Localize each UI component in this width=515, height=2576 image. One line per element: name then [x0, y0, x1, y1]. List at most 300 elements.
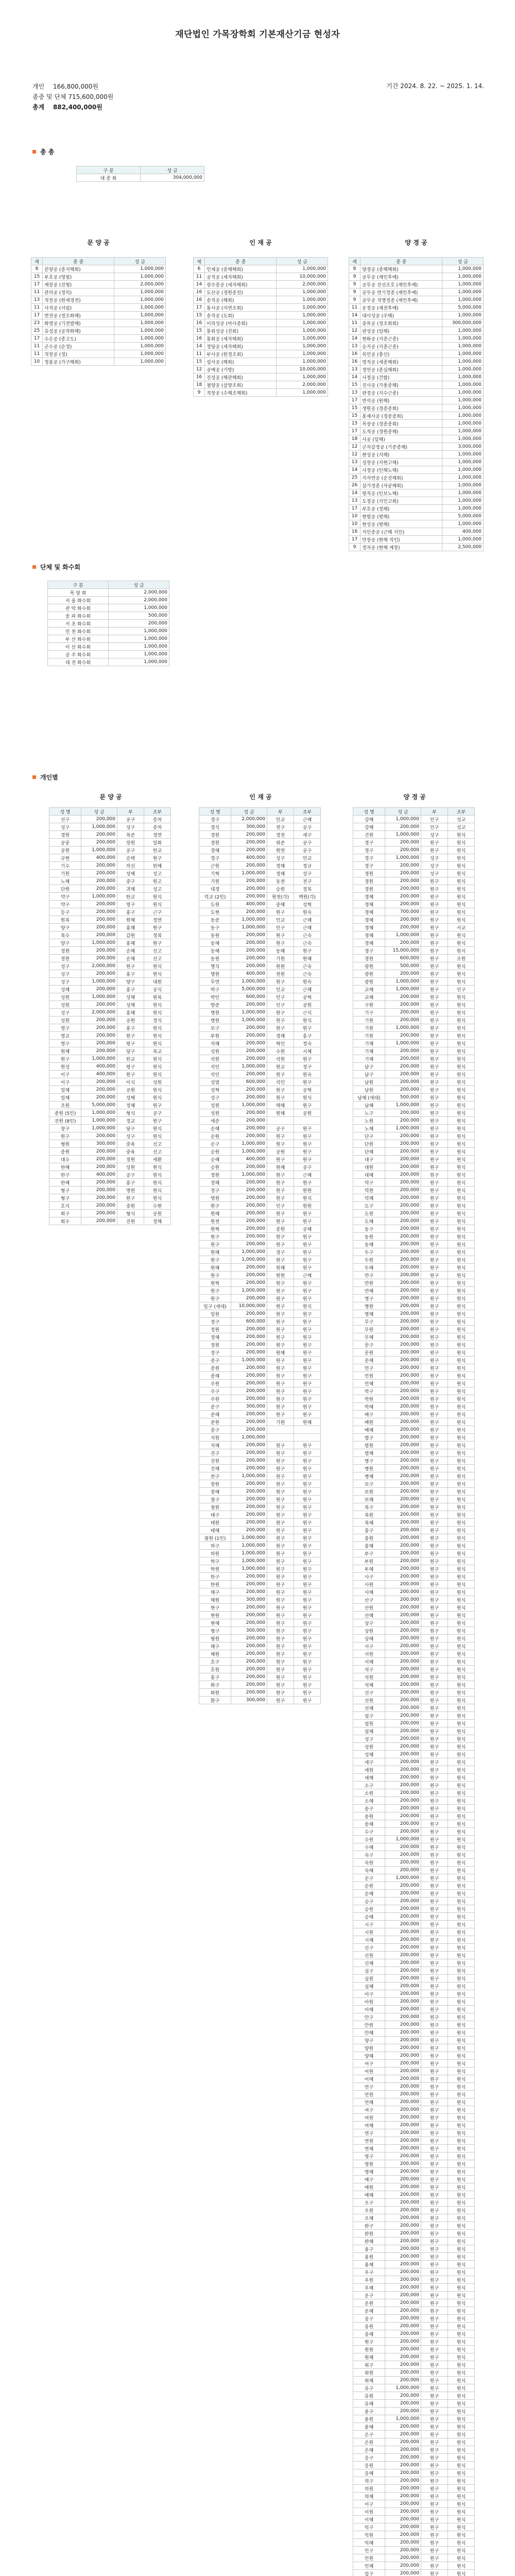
individual-in-table — [199, 807, 321, 1704]
table-cell: 직장공 (원제경전) — [42, 296, 114, 304]
table-cell: 원구 — [421, 1210, 448, 1217]
table-row — [199, 1604, 321, 1612]
table-cell: 원구 — [421, 1287, 448, 1295]
table-cell: 200,000 — [385, 1163, 421, 1171]
table-cell: 만장공 (현해 직인) — [360, 536, 442, 544]
table-cell: 200,000 — [385, 823, 421, 831]
table-cell: 1,000,000 — [385, 1836, 421, 1843]
table-cell: 호원 — [199, 1666, 231, 1673]
table-cell: 200,000 — [385, 2523, 421, 2531]
table-row — [353, 1047, 475, 1055]
table-cell: 9 — [194, 389, 205, 397]
square-bullet-icon — [32, 775, 36, 779]
table-cell: 원구 — [267, 1024, 294, 1032]
table-cell: 원구 — [421, 1078, 448, 1086]
table-row — [353, 1990, 475, 1998]
table-row — [353, 2060, 475, 2067]
table-cell: 배혜 — [353, 1426, 385, 1434]
table-cell: 종원 (5인) — [49, 1109, 81, 1117]
table-cell: 원식 — [448, 2114, 475, 2122]
table-cell: 200,000 — [385, 1503, 421, 1511]
table-cell: 진혜 — [199, 1465, 231, 1472]
table-cell: 14 — [194, 343, 205, 350]
table-row — [31, 343, 166, 350]
table-cell: 200,000 — [385, 1187, 421, 1194]
table-cell: 200,000 — [385, 877, 421, 885]
table-row — [353, 2044, 475, 2052]
table-cell: 경원 — [353, 885, 385, 893]
table-cell: 원식 — [144, 1125, 171, 1132]
table-row — [49, 924, 171, 931]
table-row — [199, 1372, 321, 1380]
table-row — [353, 1032, 475, 1040]
table-cell: 평직공 (인보노해) — [360, 489, 442, 497]
table-cell: 명구 — [353, 1295, 385, 1302]
table-cell: 증차 — [144, 816, 171, 823]
table-cell: 원구 — [421, 1820, 448, 1828]
table-cell: 원구 — [294, 1503, 321, 1511]
column-header: 종 종 — [42, 258, 114, 265]
table-cell: 숙원 — [353, 1859, 385, 1867]
table-cell: 400,000 — [442, 528, 484, 536]
table-cell: 원구 — [267, 1009, 294, 1016]
table-cell: 5,000,000 — [442, 304, 484, 312]
table-cell: 규현 — [49, 854, 81, 862]
table-cell: 원식 — [448, 1511, 475, 1519]
table-cell: 200,000 — [385, 2330, 421, 2338]
table-row — [194, 312, 328, 319]
table-cell: 원식 — [448, 1480, 475, 1488]
table-row — [353, 1009, 475, 1016]
table-cell: 원구 — [421, 2029, 448, 2037]
table-cell: 원식 — [448, 2037, 475, 2044]
table-cell: 200,000 — [385, 2423, 421, 2431]
table-cell: 원구 — [294, 1673, 321, 1681]
table-cell: 1,000,000 — [231, 1101, 267, 1109]
table-row — [199, 1272, 321, 1279]
table-cell: 200,000 — [385, 1078, 421, 1086]
table-cell: 상혜 — [353, 1635, 385, 1642]
table-cell: 원구 — [421, 2438, 448, 2446]
table-cell: 원구 — [294, 1681, 321, 1689]
table-cell: 200,000 — [385, 1557, 421, 1565]
table-cell: 안구 — [353, 2013, 385, 2021]
table-cell: 어혜 — [353, 2075, 385, 2083]
table-cell: 현구 — [199, 1604, 231, 1612]
table-cell: 경혜 — [353, 931, 385, 939]
table-cell: 원구 — [421, 2091, 448, 2098]
table-cell: 200,000 — [385, 1272, 421, 1279]
table-row — [194, 343, 328, 350]
table-cell: 17 — [349, 505, 360, 513]
table-cell: 은구 — [353, 2431, 385, 2438]
table-cell: 용구 — [353, 2245, 385, 2253]
table-cell: 1,000,000 — [231, 870, 267, 877]
table-cell: 유성공 (공작화해) — [42, 327, 114, 335]
table-cell: 200,000 — [385, 1905, 421, 1913]
table-cell: 원구 — [421, 1727, 448, 1735]
table-cell: 한구 — [49, 1171, 81, 1179]
table-cell: 원구 — [421, 1442, 448, 1449]
table-cell: 200,000 — [81, 986, 117, 993]
table-cell: 원구 — [421, 1488, 448, 1496]
table-cell: 원구 — [49, 1055, 81, 1063]
table-row — [199, 1588, 321, 1596]
table-cell: 원구 — [421, 1040, 448, 1047]
table-cell: 직장공 (정) — [42, 350, 114, 358]
table-cell: 200,000 — [231, 1395, 267, 1403]
table-cell: 200,000 — [385, 2500, 421, 2508]
table-cell: 성구 — [421, 854, 448, 862]
table-cell: 정구 — [199, 1349, 231, 1357]
table-cell: 정복 — [294, 885, 321, 893]
table-row — [77, 174, 204, 182]
table-cell: 형원 — [49, 1140, 81, 1148]
table-cell: 정구 — [199, 1318, 231, 1326]
table-cell — [267, 1434, 294, 1442]
table-cell: 복수 — [49, 931, 81, 939]
table-row — [49, 916, 171, 924]
table-row — [349, 335, 484, 343]
table-cell: 상구 — [353, 1619, 385, 1627]
table-cell: 원혜 — [267, 1264, 294, 1272]
table-cell: 오구 — [353, 2199, 385, 2207]
table-row — [199, 1094, 321, 1101]
table-cell: 원구 — [421, 2214, 448, 2222]
table-cell: 원식 — [448, 2067, 475, 2075]
table-cell: 200,000 — [385, 1720, 421, 1727]
table-cell: 원구 — [294, 1635, 321, 1642]
table-cell: 200,000 — [81, 839, 117, 846]
table-cell: 도적공 (경원종해) — [360, 428, 442, 435]
table-cell: 원구 — [421, 2261, 448, 2268]
table-cell: 세환 — [144, 1156, 171, 1163]
table-row — [194, 335, 328, 343]
table-cell: 200,000 — [231, 1264, 267, 1272]
table-row — [199, 1086, 321, 1094]
table-cell: 200,000 — [81, 1210, 117, 1217]
table-cell: 200,000 — [81, 1016, 117, 1024]
table-cell: 200,000 — [385, 1148, 421, 1156]
table-cell: 원구 — [421, 1689, 448, 1697]
table-row — [31, 289, 166, 296]
table-cell: 기원 — [199, 877, 231, 885]
table-cell: 원구 — [294, 1125, 321, 1132]
table-cell: 200,000 — [385, 1944, 421, 1952]
table-cell: 원식 — [144, 1086, 171, 1094]
table-cell: 복준 — [117, 831, 144, 839]
table-cell: 1,000,000 — [231, 1557, 267, 1565]
table-row — [353, 2183, 475, 2191]
table-cell: 200,000 — [385, 1287, 421, 1295]
table-cell: 성구 — [353, 1735, 385, 1743]
table-cell: 복혜 — [353, 1519, 385, 1527]
table-cell: 15,000,000 — [385, 947, 421, 955]
table-row — [199, 1581, 321, 1588]
table-cell: 원구 — [421, 1681, 448, 1689]
table-cell: 동혜 — [267, 947, 294, 955]
table-cell: 보혜 — [353, 1496, 385, 1503]
table-row — [199, 885, 321, 893]
table-row — [199, 1565, 321, 1573]
table-cell: 원구 — [421, 1380, 448, 1387]
table-cell: 원구 — [294, 1395, 321, 1403]
table-row — [199, 1140, 321, 1148]
table-row — [199, 1194, 321, 1202]
table-cell: 200,000 — [385, 1457, 421, 1465]
table-cell: 1,000,000 — [231, 1357, 267, 1364]
table-cell: 순혜 — [353, 1890, 385, 1897]
table-cell: 일혜 — [49, 1086, 81, 1094]
table-cell: 원구 — [117, 1071, 144, 1078]
table-cell: 필원 (1인) — [199, 1534, 231, 1542]
table-row — [353, 2392, 475, 2400]
table-row — [49, 993, 171, 1001]
table-row — [353, 1202, 475, 1210]
table-cell: 300,000 — [231, 1403, 267, 1411]
table-cell: 원식 — [448, 2029, 475, 2037]
table-cell: 원구 — [267, 1326, 294, 1333]
table-cell: 200,000 — [231, 1109, 267, 1117]
table-cell: 남구 — [353, 1071, 385, 1078]
table-cell: 용혜 — [353, 2261, 385, 2268]
table-cell: 원식 — [448, 2276, 475, 2284]
table-cell: 200,000 — [385, 2122, 421, 2129]
table-cell: 판정공 (지수근종) — [360, 389, 442, 397]
table-row — [349, 343, 484, 350]
table-row — [353, 1380, 475, 1387]
table-cell: 200,000 — [385, 1666, 421, 1673]
column-header: 조부 — [294, 808, 321, 816]
table-cell: 12 — [349, 327, 360, 335]
table-cell: 2,000,000 — [109, 597, 169, 604]
table-row — [353, 1782, 475, 1789]
table-cell: 200,000 — [81, 931, 117, 939]
summary-individual: 개인 166,800,000원 — [32, 81, 113, 92]
table-cell: 원구 — [421, 2067, 448, 2075]
table-cell: 원해 — [117, 916, 144, 924]
table-row — [353, 1109, 475, 1117]
branch-yang-title: 양 경 공 — [349, 238, 484, 247]
table-cell: 13 — [31, 296, 43, 304]
table-cell: 이구 — [49, 1071, 81, 1078]
table-row — [49, 1148, 171, 1156]
table-cell: 복구 — [353, 1503, 385, 1511]
table-row — [353, 1302, 475, 1310]
table-cell: 회구 — [49, 1210, 81, 1217]
table-cell: 원구 — [267, 1395, 294, 1403]
table-cell: 1,000,000 — [81, 1055, 117, 1063]
table-row — [49, 947, 171, 955]
table-cell: 원구 — [421, 2276, 448, 2284]
table-cell: 200,000 — [385, 2408, 421, 2415]
table-cell: 승혜 — [353, 1913, 385, 1921]
table-cell: 200,000 — [231, 955, 267, 962]
table-row — [353, 993, 475, 1001]
table-cell: 원식 — [448, 1380, 475, 1387]
table-row — [199, 1357, 321, 1364]
table-row — [353, 2493, 475, 2500]
table-cell: 원구 — [421, 1712, 448, 1720]
table-cell: 200,000 — [385, 1109, 421, 1117]
table-row — [199, 1480, 321, 1488]
table-cell: 1,000,000 — [231, 1534, 267, 1542]
table-cell: 택혜 — [267, 1101, 294, 1109]
table-cell: 1,000,000 — [231, 1016, 267, 1024]
table-cell: 1,000,000 — [385, 2384, 421, 2392]
table-cell: 1,000,000 — [277, 312, 328, 319]
table-cell: 200,000 — [231, 1581, 267, 1588]
table-cell: 15 — [194, 358, 205, 366]
table-cell: 경혜 — [267, 1032, 294, 1040]
table-cell: 원식 — [448, 2230, 475, 2238]
table-cell: 200,000 — [385, 1604, 421, 1612]
table-cell: 200,000 — [231, 1673, 267, 1681]
table-cell: 단구 — [353, 1132, 385, 1140]
table-cell: 운정공 (계전후예) — [360, 304, 442, 312]
table-cell: 원식 — [448, 1673, 475, 1681]
table-cell: 설혜 — [353, 1727, 385, 1735]
table-cell: 200,000 — [385, 1897, 421, 1905]
table-cell: 원구 — [421, 1434, 448, 1442]
table-row — [199, 1426, 321, 1434]
table-cell: 원혜 — [294, 1418, 321, 1426]
table-cell: 원구 — [421, 1921, 448, 1928]
table-cell: 26 — [349, 482, 360, 489]
table-cell: 공원 — [294, 1109, 321, 1117]
table-row — [353, 2129, 475, 2137]
table-row — [194, 366, 328, 374]
table-row — [353, 1658, 475, 1666]
table-cell: 정원 — [117, 1156, 144, 1163]
table-cell: 원구 — [421, 1743, 448, 1751]
table-row — [199, 1503, 321, 1511]
table-cell: 200,000 — [231, 1202, 267, 1210]
table-row — [353, 2377, 475, 2384]
table-cell: 경식 — [199, 823, 231, 831]
table-cell: 원구 — [421, 1704, 448, 1712]
table-cell: 원구 — [421, 1735, 448, 1743]
table-cell: 실혜 — [353, 1982, 385, 1990]
table-cell: 익구 — [353, 2523, 385, 2531]
table-cell: 교혜 — [353, 993, 385, 1001]
table-cell: 원구 — [421, 1828, 448, 1836]
table-cell: 1,000,000 — [231, 1140, 267, 1148]
table-cell: 200,000 — [385, 1766, 421, 1774]
table-cell: 원구 — [421, 2044, 448, 2052]
table-cell: 원구 — [421, 1372, 448, 1380]
table-cell: 원구 — [421, 1666, 448, 1673]
table-cell: 200,000 — [385, 870, 421, 877]
table-row — [49, 1194, 171, 1202]
table-row — [49, 986, 171, 993]
table-cell: 원식 — [448, 2060, 475, 2067]
table-cell: 1,000,000 — [231, 1550, 267, 1557]
table-cell: 명원 — [353, 1302, 385, 1310]
period: 기간 2024. 8. 22. ~ 2025. 1. 14. — [386, 81, 484, 90]
table-cell: 하원 — [199, 1550, 231, 1557]
table-cell: 중구 — [117, 877, 144, 885]
table-cell: 배구 — [353, 1411, 385, 1418]
table-cell: 200,000 — [385, 2207, 421, 2214]
table-row — [194, 389, 328, 397]
table-cell: 무구 — [353, 1318, 385, 1326]
table-row — [199, 1148, 321, 1156]
table-cell: 원식 — [448, 1581, 475, 1588]
table-cell: 200,000 — [385, 1418, 421, 1426]
column-header: 성 금 — [442, 258, 484, 265]
table-cell: 원구 — [421, 1194, 448, 1202]
table-cell: 700,000 — [385, 908, 421, 916]
table-cell: 원식 — [448, 2245, 475, 2253]
table-cell: 현원 — [199, 1612, 231, 1619]
table-row — [49, 1024, 171, 1032]
table-cell: 우구 — [353, 2268, 385, 2276]
table-cell: 원복 — [144, 993, 171, 1001]
table-cell: 14 — [349, 312, 360, 319]
table-row — [199, 1163, 321, 1171]
table-cell: 200,000 — [231, 1457, 267, 1465]
table-cell: 원식 — [448, 1387, 475, 1395]
table-cell: 원구 — [421, 1349, 448, 1357]
table-row — [353, 2153, 475, 2160]
table-cell: 원식 — [448, 2083, 475, 2091]
table-cell: 200,000 — [385, 1256, 421, 1264]
table-cell: 200,000 — [231, 939, 267, 947]
table-cell: 근혜 — [294, 986, 321, 993]
table-cell: 200,000 — [231, 1480, 267, 1488]
table-cell: 원식 — [448, 1094, 475, 1101]
table-cell: 원구 — [421, 1998, 448, 2006]
table-row — [349, 466, 484, 474]
table-cell: 200,000 — [109, 620, 169, 628]
table-cell: 원식 — [448, 1217, 475, 1225]
table-cell: 양혜 — [353, 2052, 385, 2060]
table-cell: 원구 — [267, 1071, 294, 1078]
branch-yang-block — [349, 238, 484, 551]
table-row — [48, 635, 169, 643]
table-cell: 우원 — [353, 2276, 385, 2284]
table-cell: 원구 — [421, 1905, 448, 1913]
table-cell: 원식 — [448, 931, 475, 939]
table-cell: 한원 — [199, 1581, 231, 1588]
table-cell: 구원 — [353, 1001, 385, 1009]
table-cell: 200,000 — [385, 1295, 421, 1302]
table-cell: 통사공 (지연조회) — [204, 304, 276, 312]
table-row — [194, 381, 328, 389]
table-cell: 순원 — [199, 1132, 231, 1140]
table-cell: 성원 — [117, 1163, 144, 1171]
table-cell: 200,000 — [231, 1341, 267, 1349]
table-cell: 200,000 — [385, 1921, 421, 1928]
table-cell: 근숙 — [294, 970, 321, 978]
table-cell: 원식 — [448, 970, 475, 978]
table-row — [349, 536, 484, 544]
table-cell: 200,000 — [231, 1047, 267, 1055]
table-cell: 이원 — [353, 2508, 385, 2516]
table-cell: 17 — [31, 335, 43, 343]
table-cell: 14 — [349, 335, 360, 343]
table-row — [353, 2307, 475, 2315]
table-row — [353, 2006, 475, 2013]
table-row — [353, 2338, 475, 2346]
table-cell: 공구 — [117, 846, 144, 854]
table-cell: 동준 — [199, 916, 231, 924]
table-row — [49, 1125, 171, 1132]
table-cell: 원구 — [421, 2307, 448, 2315]
table-cell: 보구 — [199, 1024, 231, 1032]
table-cell: 아혜 — [353, 2006, 385, 2013]
